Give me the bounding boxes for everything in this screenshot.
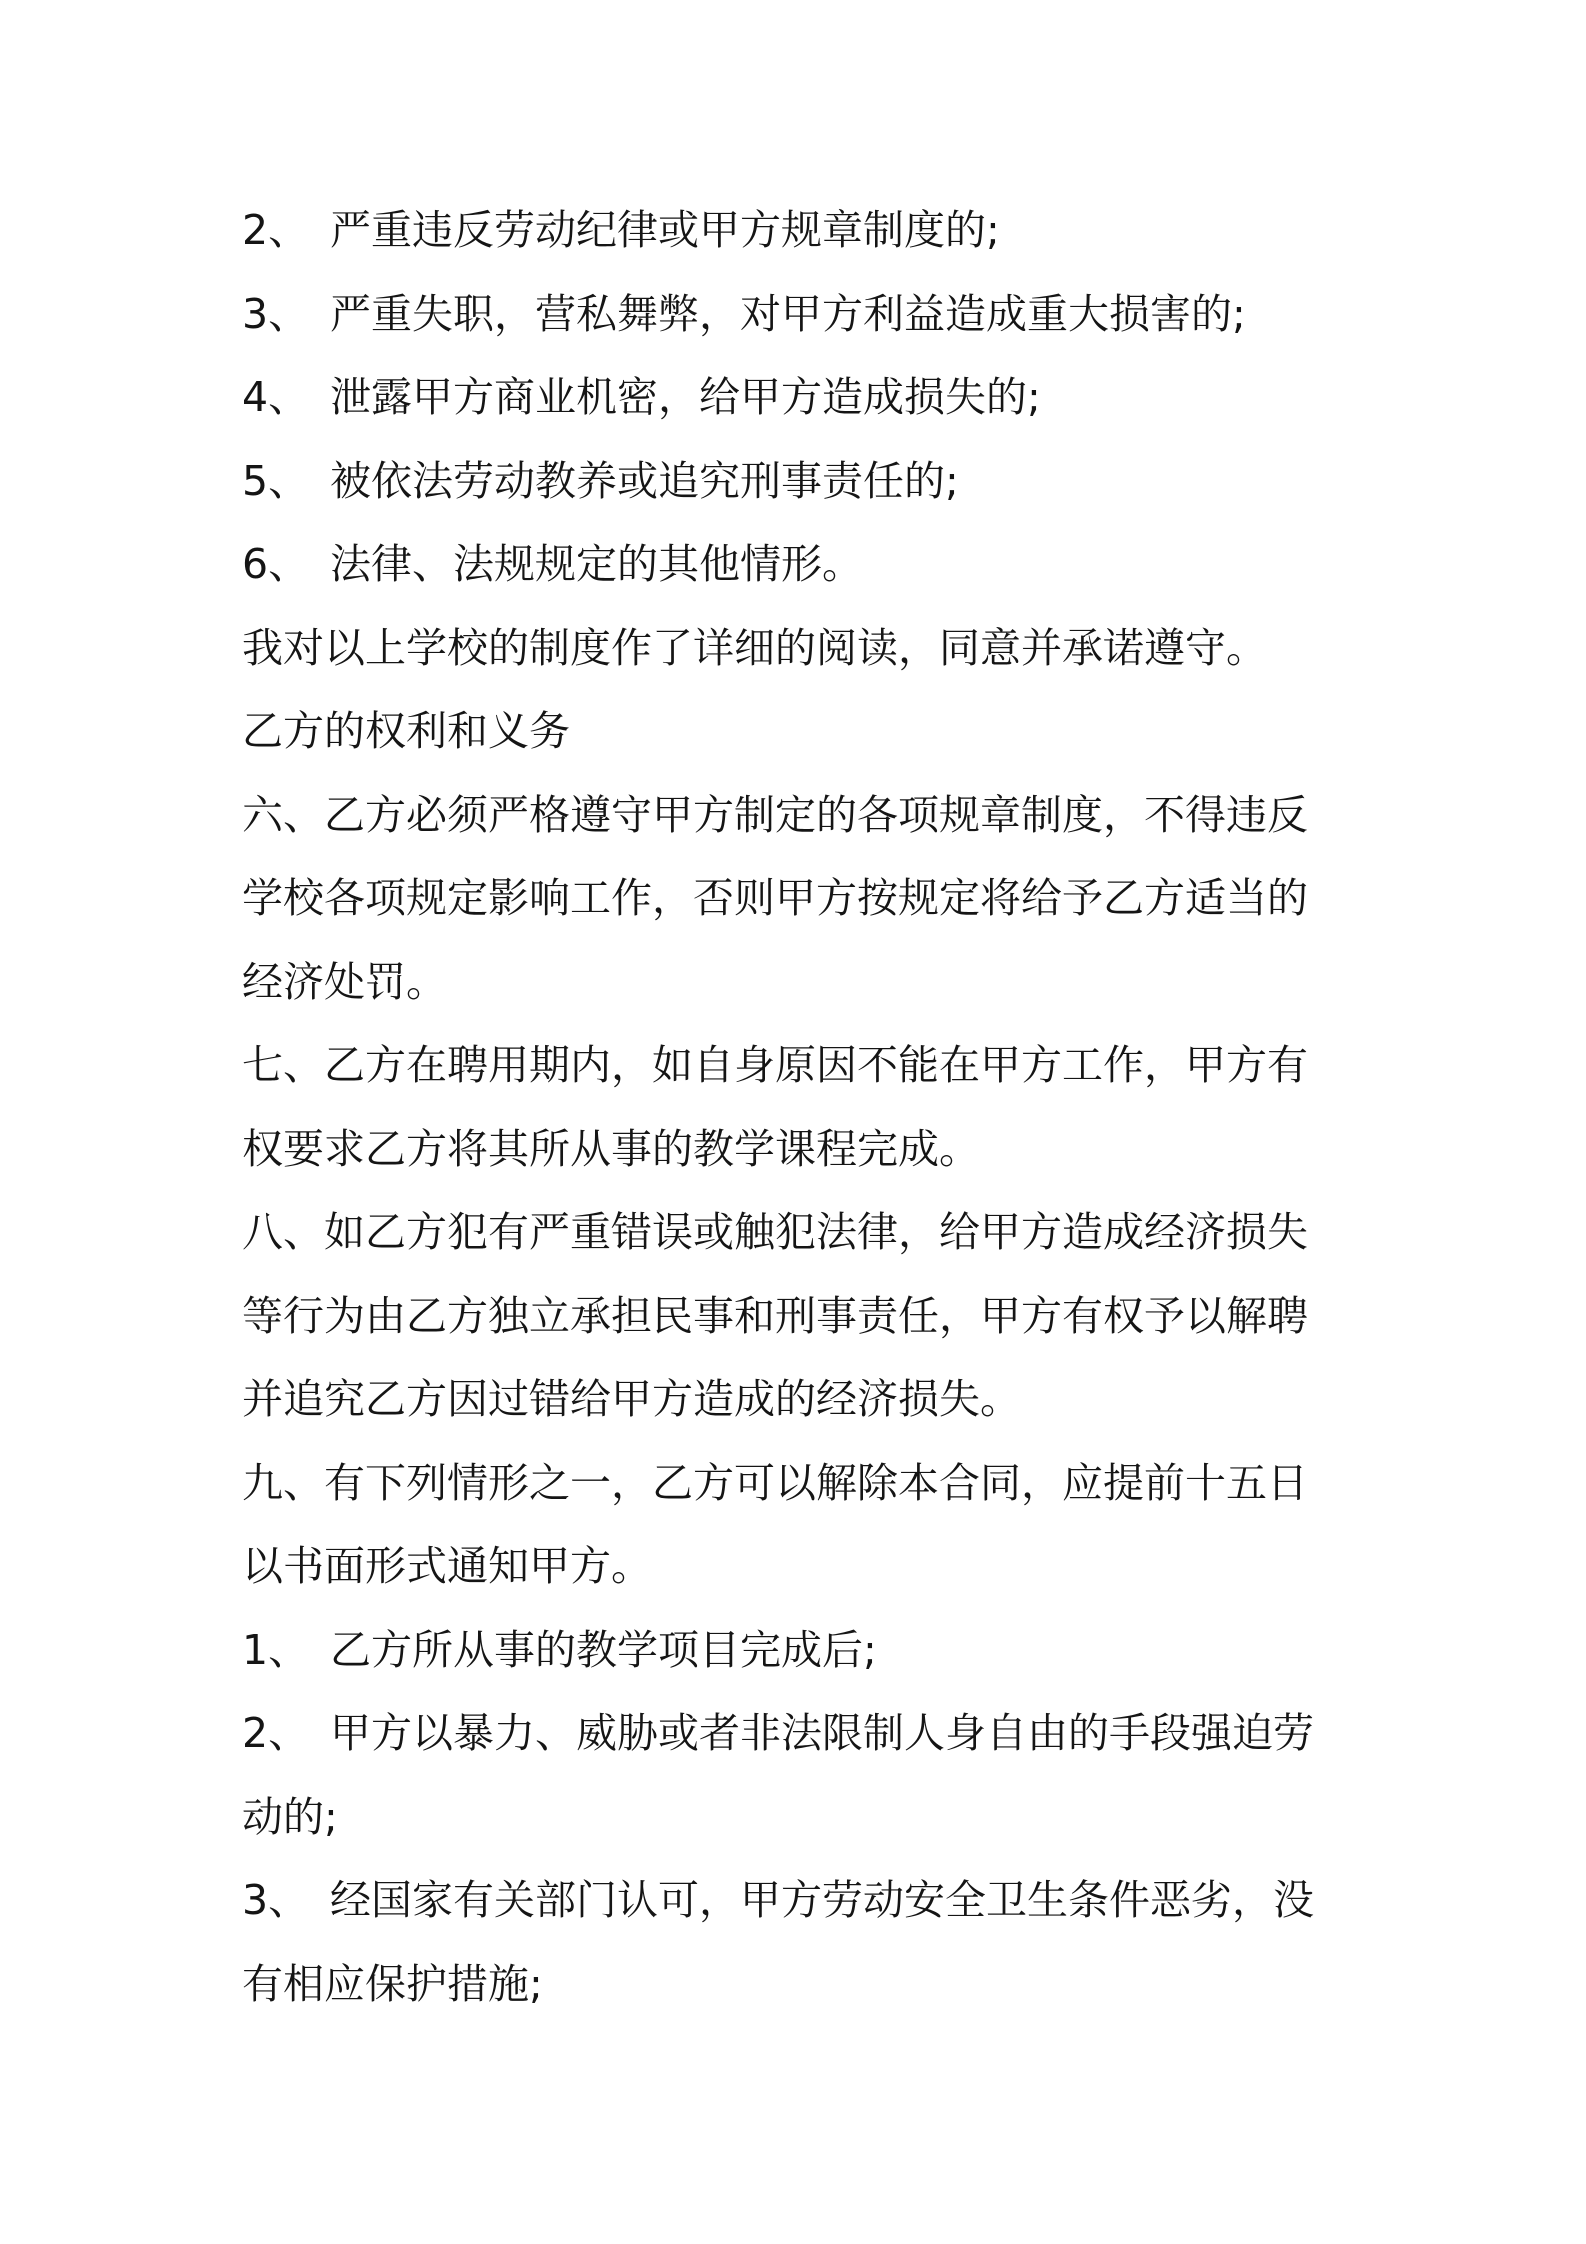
- clause-text: 严重失职，营私舞弊，对甲方利益造成重大损害的;: [330, 290, 1246, 338]
- paragraph-text: 经济处罚。: [242, 958, 447, 1006]
- paragraph-text: 学校各项规定影响工作，否则甲方按规定将给予乙方适当的: [242, 874, 1308, 922]
- item-number: 1、: [242, 1626, 310, 1674]
- item-number: 5、: [242, 457, 310, 505]
- clause-line: [242, 453, 959, 509]
- paragraph-text: 九、有下列情形之一，乙方可以解除本合同，应提前十五日: [242, 1459, 1308, 1507]
- clause-line: [242, 202, 1000, 258]
- clause-text: 动的;: [242, 1793, 338, 1841]
- clause-text: 法律、法规规定的其他情形。: [330, 540, 863, 588]
- paragraph-text: 以书面形式通知甲方。: [242, 1542, 652, 1590]
- section-heading: [242, 703, 570, 759]
- statement-text: 我对以上学校的制度作了详细的阅读，同意并承诺遵守。: [242, 624, 1267, 672]
- item-number: 3、: [242, 290, 310, 338]
- section-heading-text: 乙方的权利和义务: [242, 707, 570, 755]
- paragraph-line: [242, 1455, 1308, 1511]
- paragraph-line: [242, 1204, 1308, 1260]
- paragraph-text: 权要求乙方将其所从事的教学课程完成。: [242, 1125, 980, 1173]
- statement-line: [242, 620, 1267, 676]
- item-number: 4、: [242, 373, 310, 421]
- paragraph-line: [242, 787, 1308, 843]
- item-number: 2、: [242, 1709, 310, 1757]
- clause-line: [242, 1872, 1314, 1928]
- clause-text: 泄露甲方商业机密，给甲方造成损失的;: [330, 373, 1041, 421]
- clause-text: 经国家有关部门认可，甲方劳动安全卫生条件恶劣，没: [330, 1876, 1314, 1924]
- paragraph-line: [242, 1288, 1308, 1344]
- item-number: 2、: [242, 206, 310, 254]
- clause-text: 严重违反劳动纪律或甲方规章制度的;: [330, 206, 1000, 254]
- paragraph-text: 七、乙方在聘用期内，如自身原因不能在甲方工作，甲方有: [242, 1041, 1308, 1089]
- paragraph-line: [242, 870, 1308, 926]
- clause-continuation: [242, 1789, 338, 1845]
- clause-line: [242, 536, 863, 592]
- paragraph-line: [242, 1371, 1021, 1427]
- paragraph-text: 等行为由乙方独立承担民事和刑事责任，甲方有权予以解聘: [242, 1292, 1308, 1340]
- clause-text: 有相应保护措施;: [242, 1960, 543, 2008]
- item-number: 6、: [242, 540, 310, 588]
- paragraph-line: [242, 954, 447, 1010]
- paragraph-text: 八、如乙方犯有严重错误或触犯法律，给甲方造成经济损失: [242, 1208, 1308, 1256]
- paragraph-line: [242, 1037, 1308, 1093]
- clause-line: [242, 369, 1041, 425]
- clause-line: [242, 286, 1246, 342]
- clause-text: 被依法劳动教养或追究刑事责任的;: [330, 457, 959, 505]
- clause-text: 甲方以暴力、威胁或者非法限制人身自由的手段强迫劳: [330, 1709, 1314, 1757]
- paragraph-line: [242, 1538, 652, 1594]
- clause-line: [242, 1622, 877, 1678]
- paragraph-line: [242, 1121, 980, 1177]
- paragraph-text: 六、乙方必须严格遵守甲方制定的各项规章制度，不得违反: [242, 791, 1308, 839]
- clause-continuation: [242, 1956, 543, 2012]
- clause-line: [242, 1705, 1314, 1761]
- item-number: 3、: [242, 1876, 310, 1924]
- paragraph-text: 并追究乙方因过错给甲方造成的经济损失。: [242, 1375, 1021, 1423]
- clause-text: 乙方所从事的教学项目完成后;: [330, 1626, 877, 1674]
